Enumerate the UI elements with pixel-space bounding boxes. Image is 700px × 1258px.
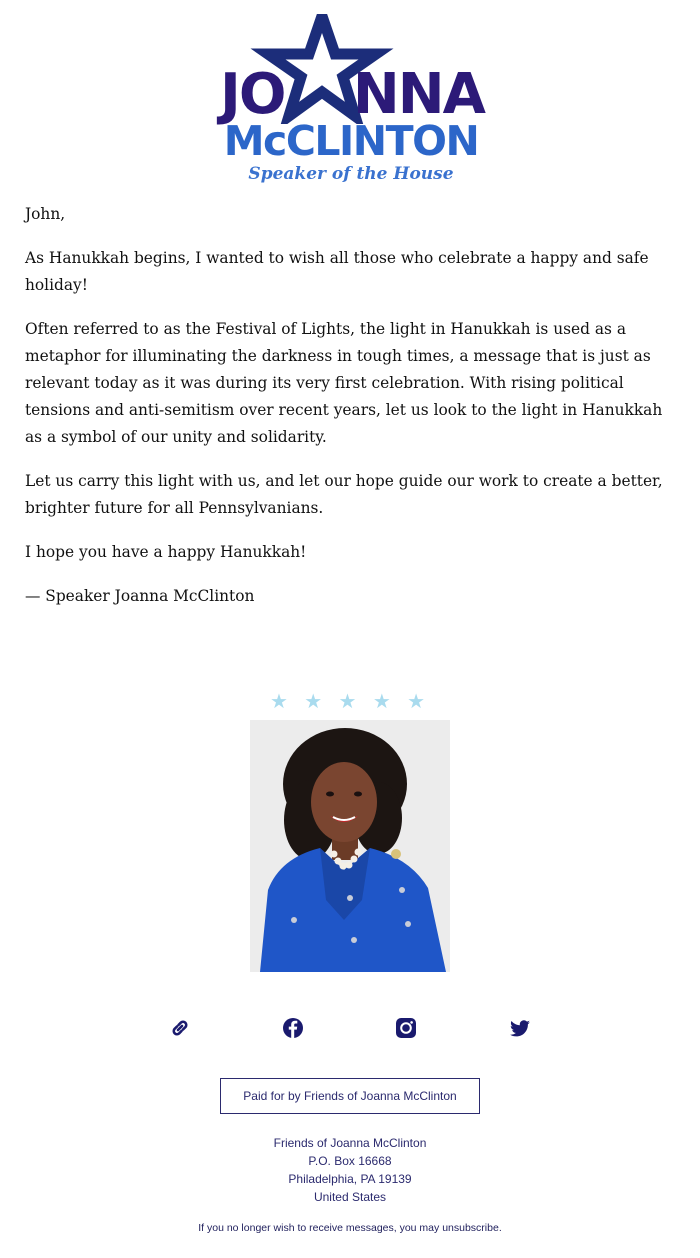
letter-paragraph: Let us carry this light with us, and let our hope guide our work to create a better, brighter future for all Pennsylvanians.: [25, 472, 663, 517]
social-links: [0, 1014, 700, 1042]
portrait-illustration: [250, 720, 450, 972]
mailing-address: [0, 1134, 700, 1206]
logo-text-jo: JO: [220, 62, 285, 127]
logo-text-nna: NNA: [352, 62, 484, 127]
instagram-icon[interactable]: [392, 1014, 420, 1042]
greeting: John,: [25, 205, 66, 223]
letter-paragraph: As Hanukkah begins, I wanted to wish all those who celebrate a happy and safe holiday!: [25, 249, 649, 294]
facebook-icon[interactable]: [279, 1014, 307, 1042]
campaign-logo: [218, 14, 486, 184]
unsubscribe-text: If you no longer wish to receive messages, you may: [198, 1222, 440, 1234]
portrait-image: [250, 720, 450, 972]
logo-name-last: McCLINTON: [223, 117, 479, 165]
letter-paragraph: I hope you have a happy Hanukkah!: [25, 543, 307, 561]
twitter-icon[interactable]: [506, 1014, 534, 1042]
signature: — Speaker Joanna McClinton: [25, 587, 255, 605]
address-line: Philadelphia, PA 19139: [288, 1172, 412, 1186]
link-icon[interactable]: [166, 1014, 194, 1042]
unsubscribe-notice: [0, 1219, 700, 1237]
letter-body: [25, 201, 677, 627]
address-line: P.O. Box 16668: [308, 1154, 392, 1168]
address-line: United States: [313, 1190, 387, 1204]
letter-paragraph: Often referred to as the Festival of Lights, the light in Hanukkah is used as a metaphor for illuminating the darkness in tough times, a message that is just as relevant today as it was during its very first celebration. With rising political tensions and anti-semitism over recent years, let us look to the light in Hanukkah as a symbol of our unity and solidarity.: [25, 320, 663, 446]
logo-tagline: Speaker of the House: [248, 164, 454, 184]
star-divider: ★ ★ ★ ★ ★: [269, 689, 431, 713]
unsubscribe-link[interactable]: unsubscribe.: [442, 1222, 502, 1234]
paid-for-disclaimer: Paid for by Friends of Joanna McClinton: [220, 1078, 480, 1114]
address-line: Friends of Joanna McClinton: [273, 1136, 427, 1150]
